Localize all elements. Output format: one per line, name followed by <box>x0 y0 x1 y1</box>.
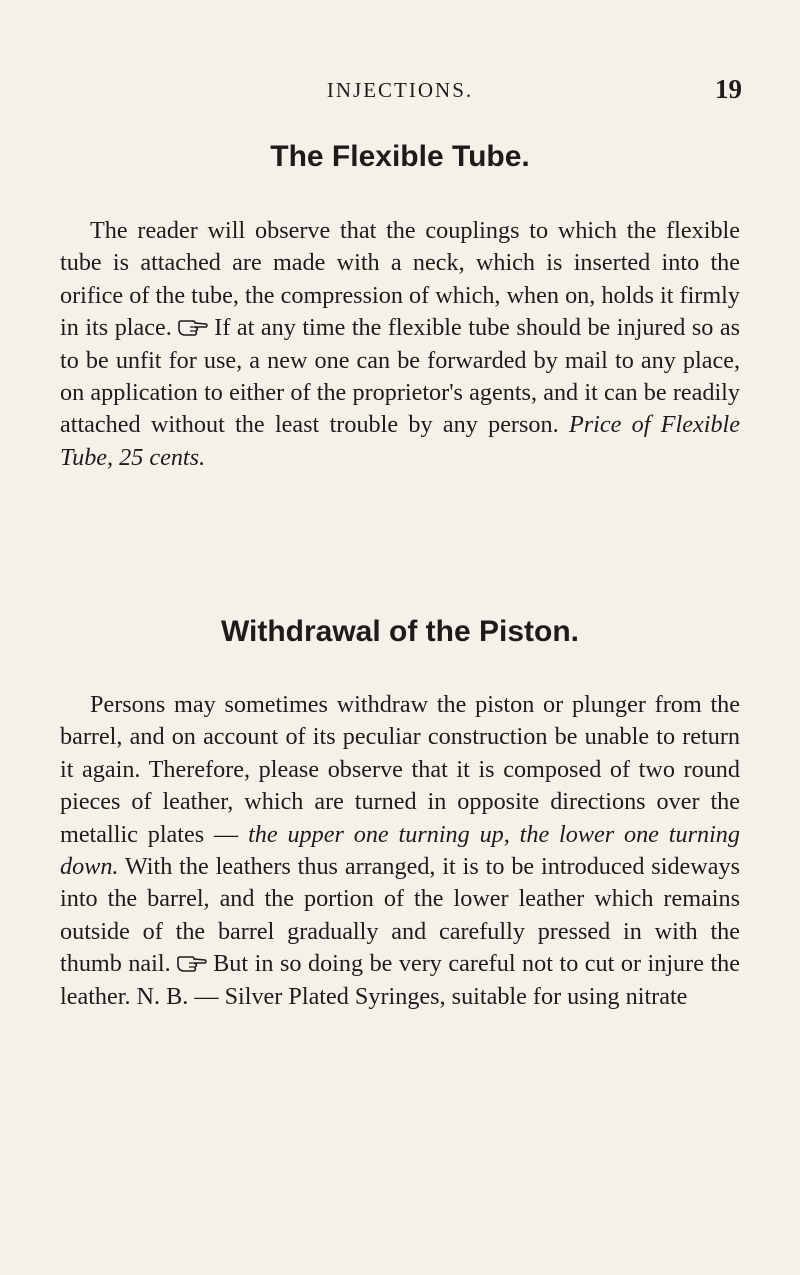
paragraph-text: Persons may sometimes withdraw the piston or plunger from the barrel, and on account of its peculiar construction be unable to return it again. Therefore, please observe that it is composed of two round pieces of leather, which are turned in opposite directions over the metallic plates — <box>60 691 740 848</box>
paragraph-withdrawal-piston <box>60 689 740 1013</box>
paragraph-text: With the leathers thus arranged, it is to be introduced sideways into the barrel, and the portion of the lower leather which remains outside of the barrel gradually and carefully pressed in with the thumb nail. <box>60 853 740 978</box>
pointing-hand-icon <box>177 955 207 973</box>
running-head-title: INJECTIONS. <box>326 78 474 102</box>
paragraph-text: If at any time the flexible tube should be injured so as to be unfit for use, a new one can be forwarded by mail to any place, on application to either of the proprietor's agents, and it can be readily attached without the least trouble by any person. <box>60 314 740 439</box>
paragraph-flexible-tube <box>60 215 740 474</box>
section-heading-withdrawal-piston: Withdrawal of the Piston. <box>220 615 580 648</box>
pointing-hand-icon <box>178 319 208 337</box>
section-heading-flexible-tube: The Flexible Tube. <box>270 140 530 173</box>
italic-phrase: the upper one turning up, the lower one turning down. <box>60 820 740 881</box>
running-head <box>60 74 740 104</box>
paragraph-text: The reader will observe that the couplings to which the flexible tube is attached are made with a neck, which is inserted into the orifice of the tube, the compression of which, when on, holds it firmly in its place. <box>60 217 740 342</box>
price-note: Price of Flexible Tube, 25 cents. <box>60 411 740 471</box>
page-number: 19 <box>715 74 742 104</box>
paragraph-text: But in so doing be very careful not to cut or injure the leather. N. B. — Silver Plated Syringes, suitable for using nitrate <box>60 950 741 1010</box>
